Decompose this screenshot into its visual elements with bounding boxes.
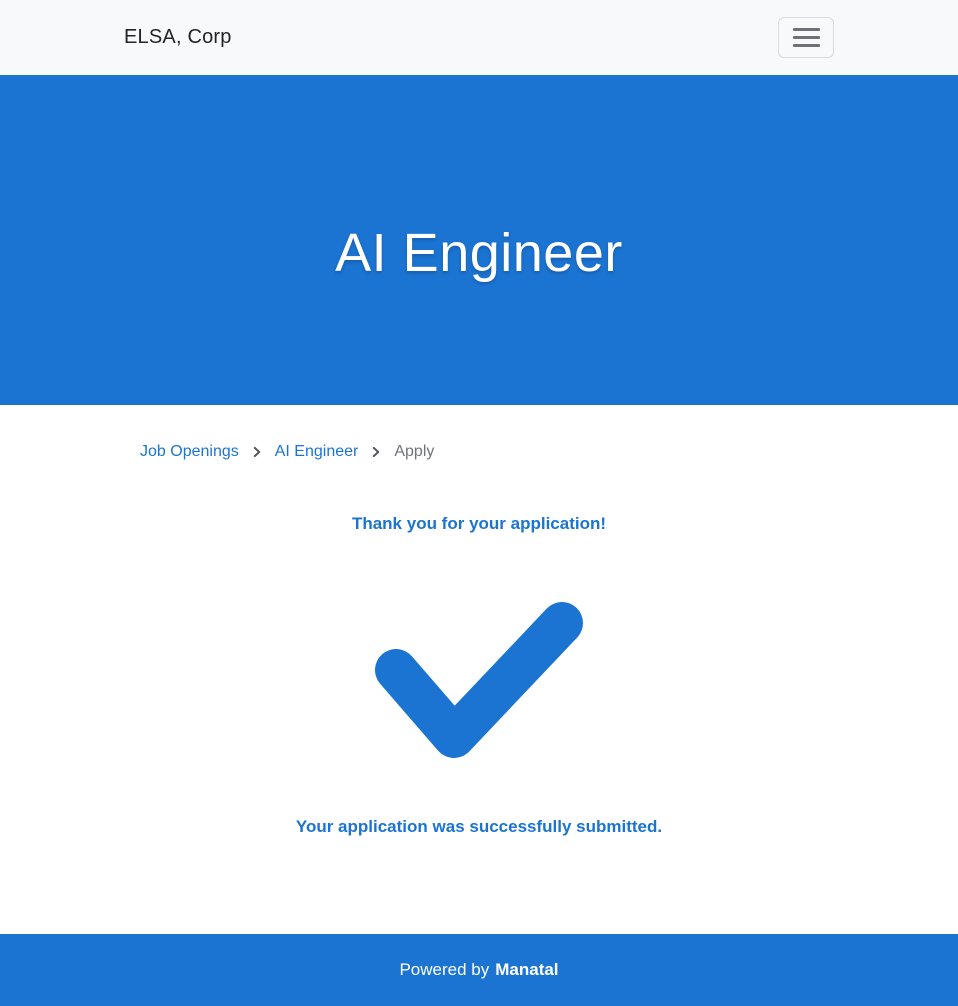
navbar-brand[interactable]: ELSA, Corp — [124, 26, 232, 48]
chevron-right-icon — [251, 446, 263, 458]
job-title: AI Engineer — [335, 223, 623, 283]
hero-banner — [0, 75, 958, 405]
powered-by-label: Powered by — [399, 960, 490, 979]
chevron-right-icon — [370, 446, 382, 458]
navbar-toggler-button[interactable] — [778, 17, 834, 58]
manatal-link[interactable]: Manatal — [495, 960, 559, 979]
main-content — [112, 405, 846, 934]
navbar-inner — [112, 17, 846, 58]
check-icon — [374, 600, 584, 765]
navbar — [0, 0, 958, 75]
breadcrumb — [124, 440, 834, 464]
breadcrumb-job-openings[interactable]: Job Openings — [140, 443, 239, 460]
hamburger-menu-icon — [793, 28, 820, 47]
thank-you-heading: Thank you for your application! — [351, 514, 607, 533]
footer — [0, 934, 958, 1006]
breadcrumb-job-title[interactable]: AI Engineer — [274, 443, 359, 460]
breadcrumb-apply-current: Apply — [394, 443, 435, 460]
success-check-container — [124, 600, 834, 765]
success-message: Your application was successfully submitted. — [295, 817, 663, 836]
